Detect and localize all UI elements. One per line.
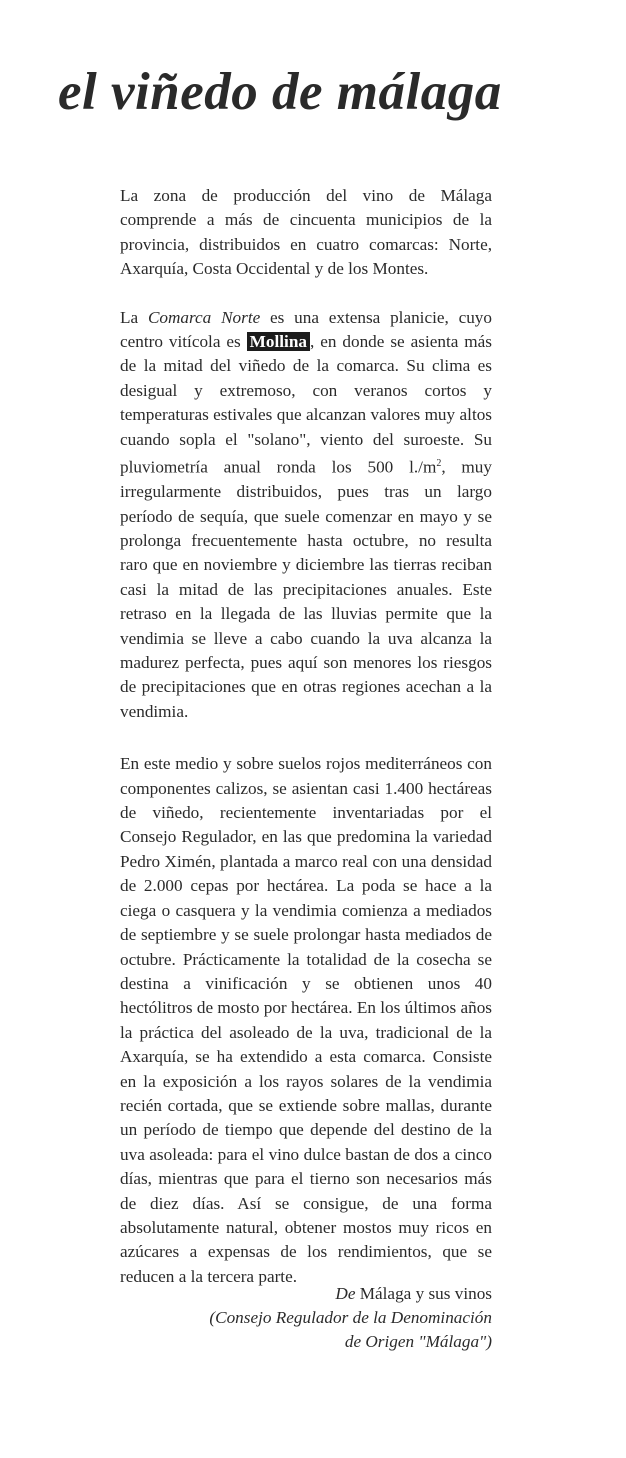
superscript-two: 2 — [436, 458, 442, 470]
paragraph-comarca-text-b: es una extensa planicie, cuyo centro vitícola es — [120, 307, 492, 352]
source-origin: de Origen "Málaga") — [344, 1332, 492, 1351]
article-body — [120, 184, 492, 1289]
source-book-title: Málaga y sus vinos — [355, 1284, 492, 1303]
paragraph-comarca-text-a: La — [120, 307, 148, 327]
source-prefix: De — [335, 1284, 356, 1303]
paragraph-comarca-text-d: , muy irregularmente distribuidos, pues tras un largo período de sequía, que suele comenzar en mayo y se prolonga frecuentemente hasta octubre, no resulta raro que en noviembre y diciembre las tierras reciban casi la mitad de las precipitaciones anuales. Este retraso en la llegada de las lluvias permite que la vendimia se lleve a cabo cuando la uva alcanza la madurez perfecta, pues aquí son menores los riesgos de precipitaciones que en otras regiones acechan a la vendimia. — [120, 457, 492, 721]
source-citation — [120, 1282, 492, 1354]
mollina-highlight: Mollina — [247, 332, 310, 351]
paragraph-intro: La zona de producción del vino de Málaga comprende a más de cincuenta municipios de la provincia, distribuidos en cuatro comarcas: Norte, Axarquía, Costa Occidental y de los Montes. — [120, 186, 492, 279]
source-line-3 — [120, 1330, 492, 1354]
paragraph-comarca-norte — [120, 306, 492, 725]
source-publisher: (Consejo Regulador de la Denominación — [209, 1308, 492, 1327]
source-line-2 — [120, 1306, 492, 1330]
paragraph-comarca-text-c: , en donde se asienta más de la mitad del viñedo de la comarca. Su clima es desigual y extremoso, con veranos cortos y temperaturas estivales que alcanzan valores muy altos cuando sopla el "solano", viento del suroeste. Su pluviometría anual ronda los 500 l./m — [120, 332, 492, 477]
page-title: el viñedo de málaga — [58, 63, 502, 121]
source-line-1 — [120, 1282, 492, 1306]
comarca-norte-term: Comarca Norte — [147, 307, 261, 327]
paragraph-vinedo: En este medio y sobre suelos rojos mediterráneos con componentes calizos, se asientan casi 1.400 hectáreas de viñedo, recientemente inventariadas por el Consejo Regulador, en las que predomina la variedad Pedro Ximén, plantada a marco real con una densidad de 2.000 cepas por hectárea. La poda se hace a la ciega o casquera y la vendimia comienza a mediados de septiembre y se suele prolongar hasta mediados de octubre. Prácticamente la totalidad de la cosecha se destina a vinificación y se obtienen unos 40 hectólitros de mosto por hectárea. En los últimos años la práctica del asoleado de la uva, tradicional de la Axarquía, se ha extendido a esta comarca. Consiste en la exposición a los rayos solares de la vendimia recién cortada, que se extiende sobre mallas, durante un período de tiempo que depende del destino de la uva asoleada: para el vino dulce bastan de dos a cinco días, mientras que para el tierno son necesarios más de diez días. Así se consigue, de una forma absolutamente natural, obtener mostos muy ricos en azúcares a expensas de los rendimientos, que se reducen a la tercera parte. — [120, 754, 492, 1286]
